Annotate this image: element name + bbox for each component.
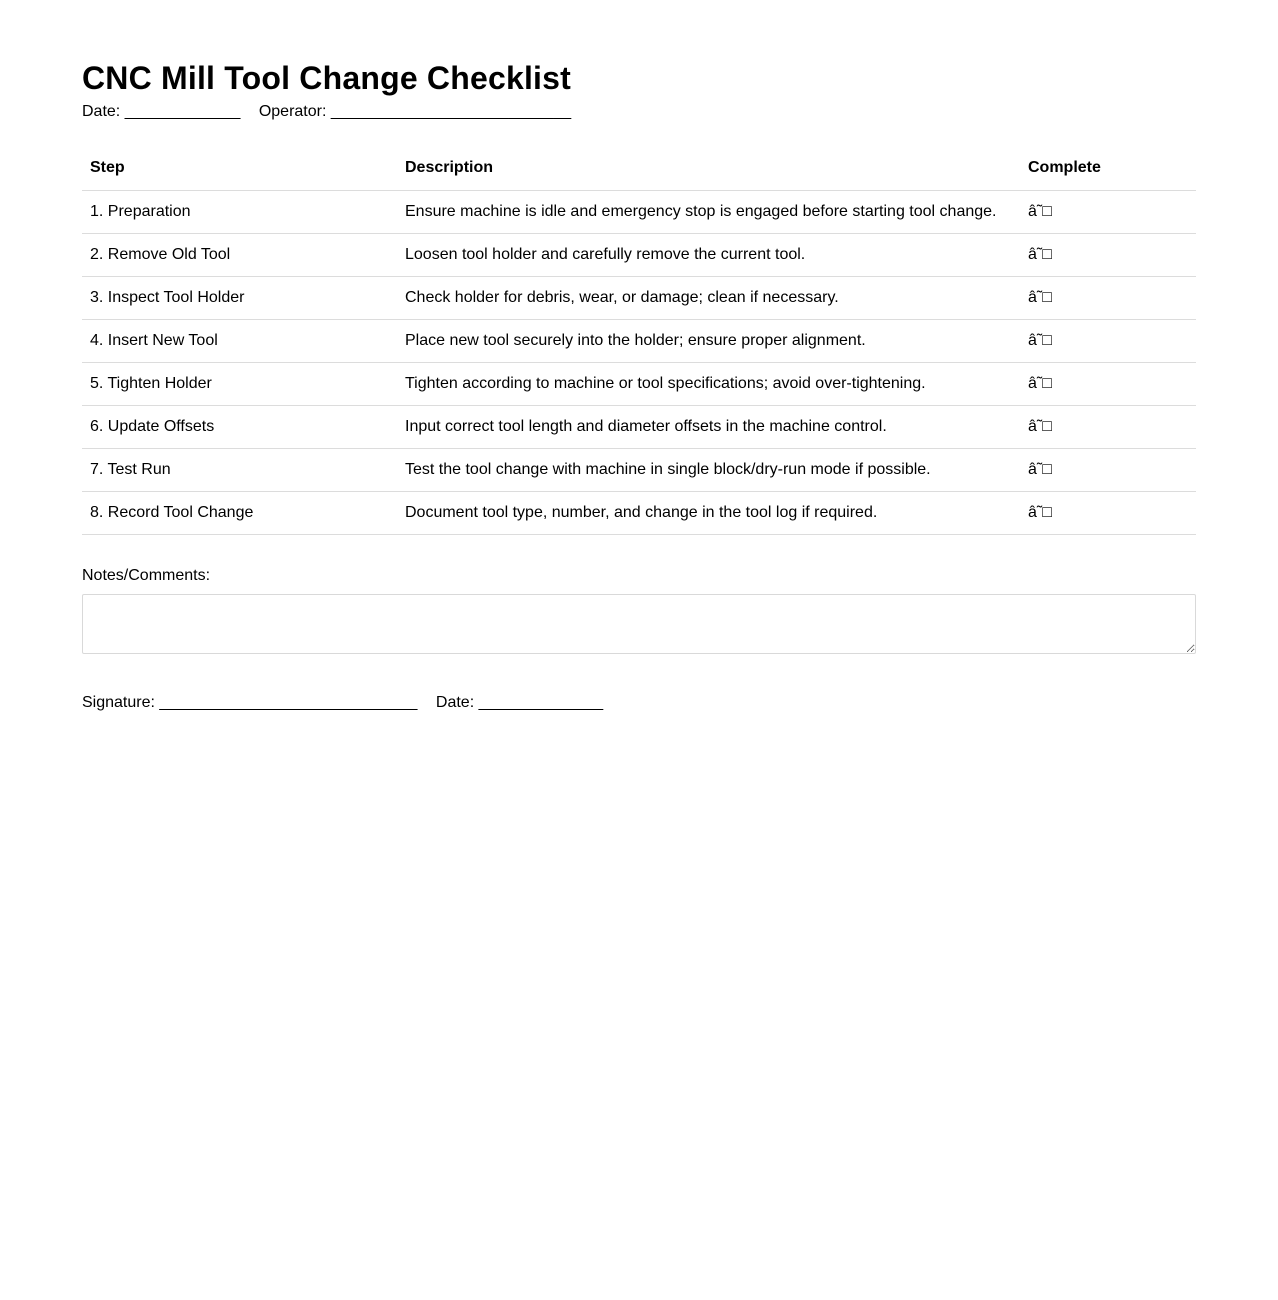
column-header-step: Step xyxy=(82,146,393,191)
step-cell: 6. Update Offsets xyxy=(82,406,393,449)
table-header-row xyxy=(82,146,1196,191)
description-cell: Ensure machine is idle and emergency stop is engaged before starting tool change. xyxy=(393,191,1020,234)
notes-label: Notes/Comments: xyxy=(82,567,211,584)
step-cell: 4. Insert New Tool xyxy=(82,320,393,363)
step-cell: 5. Tighten Holder xyxy=(82,363,393,406)
description-cell: Place new tool securely into the holder; ensure proper alignment. xyxy=(393,320,1020,363)
table-row xyxy=(82,277,1196,320)
complete-checkbox-cell[interactable]: â˜□ xyxy=(1020,406,1196,449)
table-row xyxy=(82,191,1196,234)
description-cell: Tighten according to machine or tool specifications; avoid over-tightening. xyxy=(393,363,1020,406)
table-row xyxy=(82,320,1196,363)
description-cell: Test the tool change with machine in single block/dry-run mode if possible. xyxy=(393,449,1020,492)
step-cell: 3. Inspect Tool Holder xyxy=(82,277,393,320)
step-cell: 8. Record Tool Change xyxy=(82,492,393,535)
header-fields xyxy=(82,102,1196,122)
complete-checkbox-cell[interactable]: â˜□ xyxy=(1020,234,1196,277)
table-row xyxy=(82,234,1196,277)
signature-field: Signature: _____________________________ xyxy=(82,694,418,711)
checklist-table xyxy=(82,146,1196,535)
complete-checkbox-cell[interactable]: â˜□ xyxy=(1020,277,1196,320)
column-header-complete: Complete xyxy=(1020,146,1196,191)
signature-section xyxy=(82,693,1196,713)
step-cell: 1. Preparation xyxy=(82,191,393,234)
date-field: Date: _____________ xyxy=(82,103,241,120)
page-title: CNC Mill Tool Change Checklist xyxy=(82,60,571,96)
complete-checkbox-cell[interactable]: â˜□ xyxy=(1020,492,1196,535)
complete-checkbox-cell[interactable]: â˜□ xyxy=(1020,191,1196,234)
description-cell: Check holder for debris, wear, or damage; clean if necessary. xyxy=(393,277,1020,320)
table-row xyxy=(82,363,1196,406)
step-cell: 2. Remove Old Tool xyxy=(82,234,393,277)
description-cell: Document tool type, number, and change in the tool log if required. xyxy=(393,492,1020,535)
complete-checkbox-cell[interactable]: â˜□ xyxy=(1020,320,1196,363)
table-row xyxy=(82,492,1196,535)
complete-checkbox-cell[interactable]: â˜□ xyxy=(1020,363,1196,406)
step-cell: 7. Test Run xyxy=(82,449,393,492)
operator-field: Operator: ___________________________ xyxy=(258,103,572,120)
description-cell: Loosen tool holder and carefully remove the current tool. xyxy=(393,234,1020,277)
table-row xyxy=(82,406,1196,449)
signature-date-field: Date: ______________ xyxy=(435,694,604,711)
table-row xyxy=(82,449,1196,492)
complete-checkbox-cell[interactable]: â˜□ xyxy=(1020,449,1196,492)
column-header-description: Description xyxy=(393,146,1020,191)
notes-textarea[interactable] xyxy=(82,594,1196,654)
checklist-page xyxy=(82,56,1196,713)
description-cell: Input correct tool length and diameter offsets in the machine control. xyxy=(393,406,1020,449)
